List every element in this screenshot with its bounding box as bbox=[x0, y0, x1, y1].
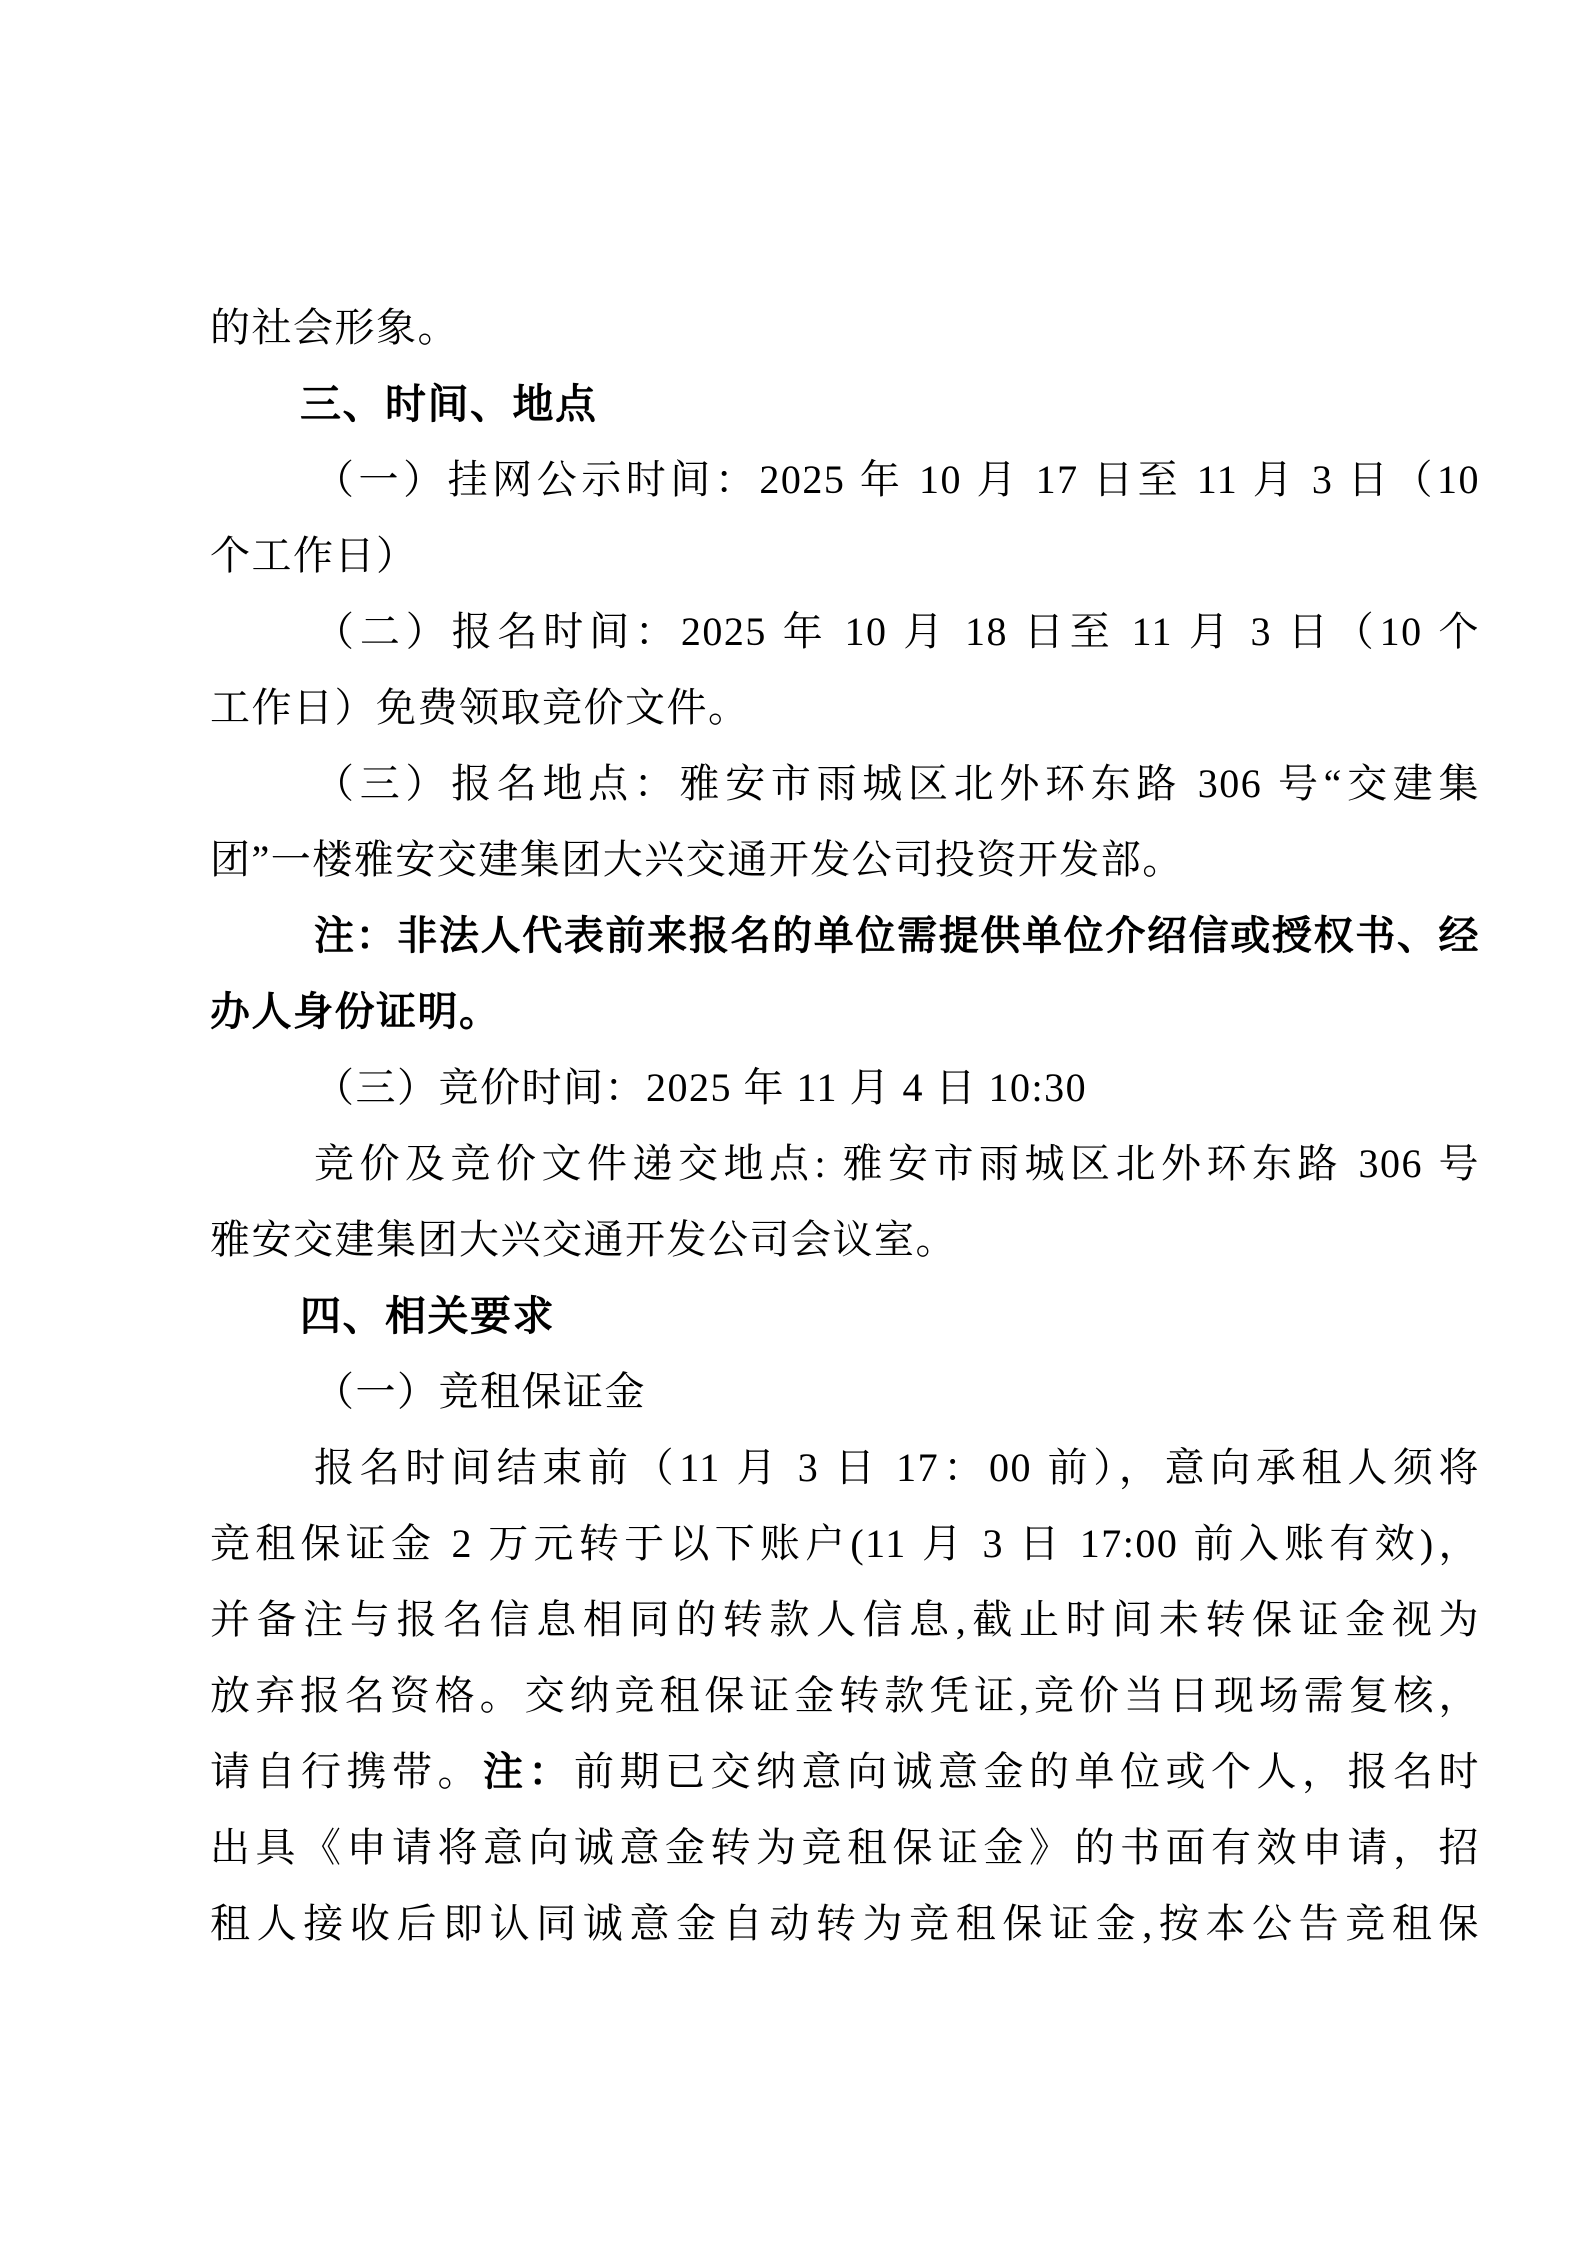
para-deposit-detail bbox=[210, 1430, 1480, 1962]
para-registration-place bbox=[210, 746, 1480, 898]
body-text: （三）报名地点：雅安市雨城区北外环东路 306 号“交建集 bbox=[314, 761, 1480, 806]
text-line bbox=[210, 1202, 1480, 1278]
body-text: （二）报名时间：2025 年 10 月 18 日至 11 月 3 日（10 个 bbox=[314, 609, 1480, 654]
text-line bbox=[210, 518, 1480, 594]
heading-section-4 bbox=[210, 1278, 1480, 1354]
text-line bbox=[210, 1430, 1480, 1506]
text-line bbox=[210, 290, 1480, 366]
para-continuation bbox=[210, 290, 1480, 366]
bold-text: 注：非法人代表前来报名的单位需提供单位介绍信或授权书、经 bbox=[314, 913, 1480, 958]
text-line bbox=[210, 1582, 1480, 1658]
para-note-bold bbox=[210, 898, 1480, 1050]
text-line bbox=[210, 1658, 1480, 1734]
para-posting-time bbox=[210, 442, 1480, 594]
text-line bbox=[210, 898, 1480, 974]
para-registration-time bbox=[210, 594, 1480, 746]
body-text: （一）竞租保证金 bbox=[314, 1369, 646, 1414]
body-text: 个工作日） bbox=[210, 533, 418, 578]
body-text: 竞租保证金 2 万元转于以下账户(11 月 3 日 17:00 前入账有效)， bbox=[210, 1521, 1480, 1566]
para-submission-place bbox=[210, 1126, 1480, 1278]
text-line bbox=[210, 1506, 1480, 1582]
heading-section-3 bbox=[210, 366, 1480, 442]
text-line bbox=[210, 746, 1480, 822]
text-line bbox=[210, 1050, 1480, 1126]
body-text: 团”一楼雅安交建集团大兴交通开发公司投资开发部。 bbox=[210, 837, 1184, 882]
heading-text: 四、相关要求 bbox=[300, 1293, 555, 1339]
heading-text: 三、时间、地点 bbox=[300, 381, 598, 427]
body-text: （三）竞价时间：2025 年 11 月 4 日 10:30 bbox=[314, 1065, 1088, 1110]
text-line bbox=[210, 1354, 1480, 1430]
bold-text: 注： bbox=[483, 1749, 574, 1794]
para-deposit-title bbox=[210, 1354, 1480, 1430]
text-line bbox=[210, 822, 1480, 898]
body-text: （一）挂网公示时间：2025 年 10 月 17 日至 11 月 3 日（10 bbox=[314, 457, 1480, 502]
body-text: 并备注与报名信息相同的转款人信息,截止时间未转保证金视为 bbox=[210, 1597, 1480, 1642]
body-text: 放弃报名资格。交纳竞租保证金转款凭证,竞价当日现场需复核， bbox=[210, 1673, 1480, 1718]
text-line bbox=[210, 594, 1480, 670]
body-text: 工作日）免费领取竞价文件。 bbox=[210, 685, 750, 730]
body-text: 雅安交建集团大兴交通开发公司会议室。 bbox=[210, 1217, 957, 1262]
body-text: 租人接收后即认同诚意金自动转为竞租保证金,按本公告竞租保 bbox=[210, 1901, 1480, 1946]
body-text: 请自行携带。 bbox=[210, 1749, 483, 1794]
para-auction-time bbox=[210, 1050, 1480, 1126]
text-line bbox=[210, 1886, 1480, 1962]
text-line bbox=[210, 670, 1480, 746]
text-line bbox=[210, 366, 1480, 442]
body-text: 出具《申请将意向诚意金转为竞租保证金》的书面有效申请，招 bbox=[210, 1825, 1480, 1870]
text-line bbox=[210, 442, 1480, 518]
text-line bbox=[210, 1810, 1480, 1886]
bold-text: 办人身份证明。 bbox=[210, 989, 501, 1034]
body-text: 的社会形象。 bbox=[210, 305, 459, 350]
body-text: 报名时间结束前（11 月 3 日 17：00 前），意向承租人须将 bbox=[314, 1445, 1480, 1490]
document-body bbox=[210, 290, 1480, 1962]
text-line bbox=[210, 974, 1480, 1050]
body-text: 前期已交纳意向诚意金的单位或个人，报名时 bbox=[574, 1749, 1480, 1794]
text-line bbox=[210, 1278, 1480, 1354]
body-text: 竞价及竞价文件递交地点: 雅安市雨城区北外环东路 306 号 bbox=[314, 1141, 1480, 1186]
text-line bbox=[210, 1126, 1480, 1202]
text-line bbox=[210, 1734, 1480, 1810]
